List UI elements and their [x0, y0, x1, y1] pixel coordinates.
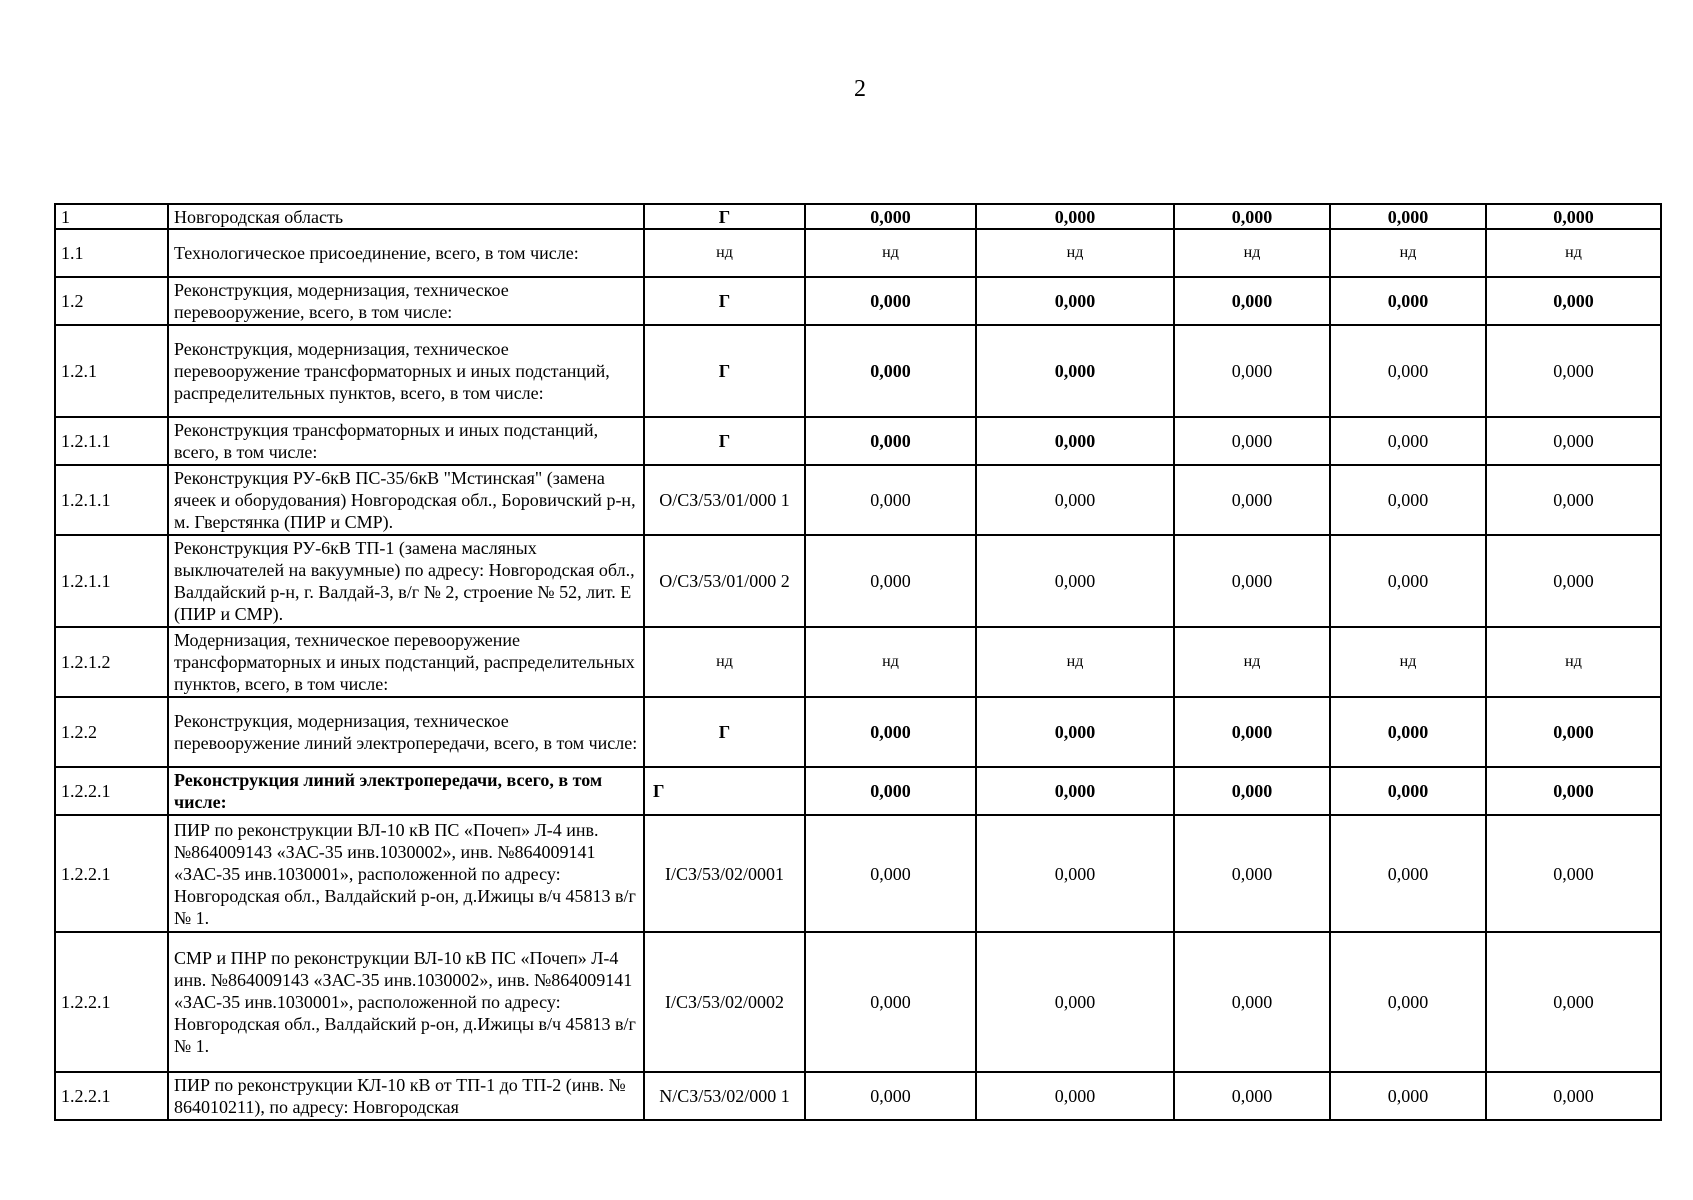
row-number: 1.2.2.1: [55, 815, 168, 932]
table-row: [55, 417, 1661, 465]
row-number: 1.2.2: [55, 697, 168, 767]
value-cell: 0,000: [805, 1072, 976, 1120]
value-cell: 0,000: [1330, 535, 1486, 627]
table-row: [55, 932, 1661, 1072]
value-cell: 0,000: [1330, 697, 1486, 767]
table-row: [55, 535, 1661, 627]
row-number: 1.2.2.1: [55, 767, 168, 815]
value-cell: 0,000: [1486, 767, 1661, 815]
value-cell: 0,000: [805, 204, 976, 229]
project-code: О/СЗ/53/01/000 2: [644, 535, 805, 627]
value-cell: 0,000: [1486, 277, 1661, 325]
row-title: ПИР по реконструкции КЛ-10 кВ от ТП-1 до ТП-2 (инв. № 864010211), по адресу: Новгородская: [168, 1072, 644, 1120]
table-row: [55, 767, 1661, 815]
value-cell: нд: [1486, 229, 1661, 277]
table-row: [55, 204, 1661, 229]
row-number: 1.2.1.1: [55, 417, 168, 465]
value-cell: 0,000: [1486, 204, 1661, 229]
value-cell: 0,000: [1174, 815, 1330, 932]
value-cell: 0,000: [976, 815, 1174, 932]
project-code: I/СЗ/53/02/0002: [644, 932, 805, 1072]
table-row: [55, 229, 1661, 277]
value-cell: 0,000: [1486, 697, 1661, 767]
value-cell: 0,000: [1330, 932, 1486, 1072]
value-cell: нд: [1174, 229, 1330, 277]
project-code: Г: [644, 767, 805, 815]
value-cell: 0,000: [976, 277, 1174, 325]
row-title: Реконструкция РУ-6кВ ТП-1 (замена масляных выключателей на вакуумные) по адресу: Новгородская обл., Валдайский р-н, г. Валдай-3, в/г № 2, строение № 52, лит. Е (ПИР и СМР).: [168, 535, 644, 627]
table-row: [55, 325, 1661, 417]
value-cell: 0,000: [1174, 204, 1330, 229]
value-cell: 0,000: [1174, 417, 1330, 465]
value-cell: 0,000: [976, 465, 1174, 535]
value-cell: нд: [1330, 229, 1486, 277]
value-cell: нд: [976, 627, 1174, 697]
project-code: I/СЗ/53/02/0001: [644, 815, 805, 932]
value-cell: 0,000: [1330, 277, 1486, 325]
project-code: Г: [644, 697, 805, 767]
value-cell: 0,000: [1330, 417, 1486, 465]
table-row: [55, 1072, 1661, 1120]
value-cell: 0,000: [1330, 325, 1486, 417]
project-code: О/СЗ/53/01/000 1: [644, 465, 805, 535]
value-cell: 0,000: [805, 535, 976, 627]
project-code: N/СЗ/53/02/000 1: [644, 1072, 805, 1120]
project-code: Г: [644, 417, 805, 465]
row-title: Реконструкция линий электропередачи, всего, в том числе:: [168, 767, 644, 815]
row-title: Реконструкция РУ-6кВ ПС-35/6кВ "Мстинская" (замена ячеек и оборудования) Новгородская обл., Боровичский р-н, м. Гверстянка (ПИР и СМР).: [168, 465, 644, 535]
value-cell: 0,000: [1174, 697, 1330, 767]
value-cell: 0,000: [976, 767, 1174, 815]
value-cell: 0,000: [805, 815, 976, 932]
value-cell: нд: [976, 229, 1174, 277]
row-title: Новгородская область: [168, 204, 644, 229]
value-cell: 0,000: [1330, 465, 1486, 535]
value-cell: 0,000: [1174, 932, 1330, 1072]
value-cell: 0,000: [1174, 1072, 1330, 1120]
project-code: Г: [644, 204, 805, 229]
table-row: [55, 465, 1661, 535]
value-cell: 0,000: [1174, 535, 1330, 627]
value-cell: 0,000: [805, 417, 976, 465]
project-code: Г: [644, 277, 805, 325]
value-cell: нд: [1486, 627, 1661, 697]
row-number: 1.2: [55, 277, 168, 325]
value-cell: 0,000: [976, 535, 1174, 627]
value-cell: 0,000: [1486, 325, 1661, 417]
row-number: 1.2.1.1: [55, 465, 168, 535]
row-title: Реконструкция, модернизация, техническое перевооружение, всего, в том числе:: [168, 277, 644, 325]
row-title: Реконструкция трансформаторных и иных подстанций, всего, в том числе:: [168, 417, 644, 465]
row-title: Реконструкция, модернизация, техническое перевооружение линий электропередачи, всего, в том числе:: [168, 697, 644, 767]
value-cell: 0,000: [976, 204, 1174, 229]
value-cell: 0,000: [976, 697, 1174, 767]
table-row: [55, 815, 1661, 932]
row-title: Технологическое присоединение, всего, в том числе:: [168, 229, 644, 277]
value-cell: 0,000: [1486, 465, 1661, 535]
value-cell: 0,000: [1486, 932, 1661, 1072]
row-number: 1.1: [55, 229, 168, 277]
row-number: 1.2.2.1: [55, 932, 168, 1072]
table-row: [55, 697, 1661, 767]
project-code: нд: [644, 627, 805, 697]
value-cell: 0,000: [1330, 204, 1486, 229]
value-cell: 0,000: [805, 325, 976, 417]
value-cell: 0,000: [1330, 1072, 1486, 1120]
value-cell: 0,000: [1330, 815, 1486, 932]
row-title: ПИР по реконструкции ВЛ-10 кВ ПС «Почеп» Л-4 инв. №864009143 «ЗАС-35 инв.1030002», инв. №864009141 «ЗАС-35 инв.1030001», расположенной по адресу: Новгородская обл., Валдайский р-он, д.Ижицы в/ч 45813 в/г № 1.: [168, 815, 644, 932]
value-cell: 0,000: [1174, 325, 1330, 417]
value-cell: 0,000: [1330, 767, 1486, 815]
project-code: Г: [644, 325, 805, 417]
value-cell: 0,000: [1486, 417, 1661, 465]
value-cell: 0,000: [1174, 277, 1330, 325]
value-cell: 0,000: [1174, 465, 1330, 535]
value-cell: 0,000: [1486, 815, 1661, 932]
value-cell: 0,000: [1174, 767, 1330, 815]
row-number: 1.2.1.1: [55, 535, 168, 627]
value-cell: 0,000: [976, 932, 1174, 1072]
project-code: нд: [644, 229, 805, 277]
value-cell: 0,000: [805, 465, 976, 535]
row-number: 1.2.1: [55, 325, 168, 417]
page-number: 2: [854, 76, 866, 102]
value-cell: 0,000: [805, 767, 976, 815]
value-cell: 0,000: [976, 1072, 1174, 1120]
row-number: 1: [55, 204, 168, 229]
value-cell: 0,000: [805, 932, 976, 1072]
row-number: 1.2.1.2: [55, 627, 168, 697]
value-cell: 0,000: [976, 417, 1174, 465]
value-cell: 0,000: [805, 277, 976, 325]
value-cell: 0,000: [1486, 1072, 1661, 1120]
value-cell: 0,000: [805, 697, 976, 767]
row-title: Реконструкция, модернизация, техническое перевооружение трансформаторных и иных подстанций, распределительных пунктов, всего, в том числе:: [168, 325, 644, 417]
value-cell: 0,000: [1486, 535, 1661, 627]
table-row: [55, 627, 1661, 697]
value-cell: нд: [805, 627, 976, 697]
row-number: 1.2.2.1: [55, 1072, 168, 1120]
value-cell: нд: [1174, 627, 1330, 697]
row-title: СМР и ПНР по реконструкции ВЛ-10 кВ ПС «Почеп» Л-4 инв. №864009143 «ЗАС-35 инв.1030002», инв. №864009141 «ЗАС-35 инв.1030001», расположенной по адресу: Новгородская обл., Валдайский р-он, д.Ижицы в/ч 45813 в/г № 1.: [168, 932, 644, 1072]
value-cell: нд: [805, 229, 976, 277]
investment-table: [54, 203, 1662, 1121]
row-title: Модернизация, техническое перевооружение трансформаторных и иных подстанций, распределительных пунктов, всего, в том числе:: [168, 627, 644, 697]
value-cell: 0,000: [976, 325, 1174, 417]
table-row: [55, 277, 1661, 325]
value-cell: нд: [1330, 627, 1486, 697]
